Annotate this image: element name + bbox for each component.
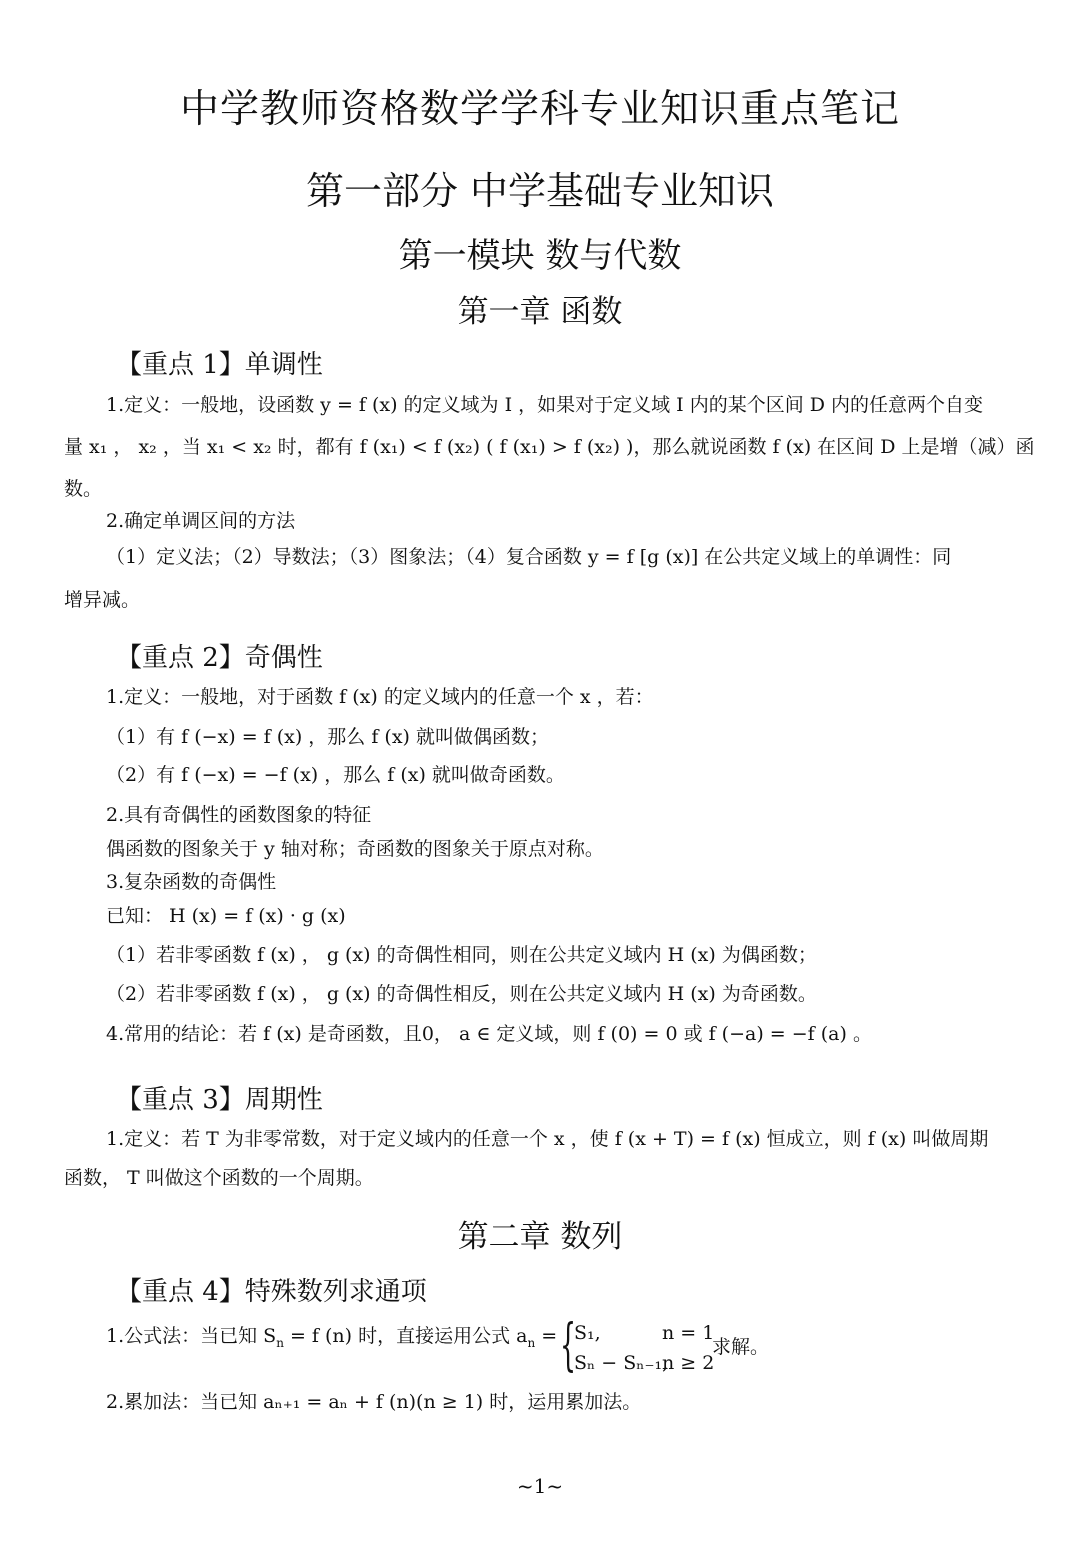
kp1-line-4: 2.确定单调区间的方法 (106, 510, 296, 532)
kp1-line-5: （1）定义法；（2）导数法；（3）图象法；（4）复合函数 y = f [g (x)] 在公共定义域上的单调性：同 (106, 546, 952, 568)
kp4-line-1-suffix: 求解。 (712, 1336, 770, 1358)
kp2-line-7: 已知： H (x) = f (x) · g (x) (106, 905, 346, 927)
case-2-condition: n ≥ 2 (662, 1352, 715, 1374)
kp2-line-3: （2）有 f (−x) = −f (x) ，那么 f (x) 就叫做奇函数。 (106, 764, 565, 786)
kp1-line-3: 数。 (64, 478, 103, 500)
kp1-line-6: 增异减。 (64, 589, 141, 611)
key-point-2-heading: 【重点 2】奇偶性 (116, 643, 323, 673)
kp2-line-6: 3.复杂函数的奇偶性 (106, 871, 277, 893)
case-1-expression: S₁, (574, 1322, 601, 1344)
kp4-line-1-prefix: 1.公式法：当已知 S (106, 1325, 277, 1347)
kp4-line-2: 2.累加法：当已知 aₙ₊₁ = aₙ + f (n)(n ≥ 1) 时，运用累加法。 (106, 1391, 642, 1413)
key-point-3-heading: 【重点 3】周期性 (116, 1085, 323, 1115)
document-title: 中学教师资格数学学科专业知识重点笔记 (179, 87, 900, 132)
page-number: ~1~ (516, 1474, 564, 1498)
subscript-n-2: n (527, 1335, 536, 1350)
part-heading: 第一部分 中学基础专业知识 (305, 169, 775, 213)
kp4-formula-line (106, 1321, 557, 1350)
kp2-line-1: 1.定义：一般地，对于函数 f (x) 的定义域内的任意一个 x ，若： (106, 686, 654, 708)
kp2-line-5: 偶函数的图象关于 y 轴对称；奇函数的图象关于原点对称。 (106, 838, 604, 860)
kp4-line-1-mid: = f (n) 时，直接运用公式 a (283, 1325, 528, 1347)
kp2-line-4: 2.具有奇偶性的函数图象的特征 (106, 804, 372, 826)
kp2-line-8: （1）若非零函数 f (x) ， g (x) 的奇偶性相同，则在公共定义域内 H (x) 为偶函数； (106, 944, 817, 966)
kp1-line-1: 1.定义：一般地，设函数 y = f (x) 的定义域为 I ，如果对于定义域 I 内的某个区间 D 内的任意两个自变 (106, 394, 984, 416)
case-1-condition: n = 1 (662, 1322, 715, 1344)
key-point-1-heading: 【重点 1】单调性 (116, 350, 323, 380)
kp3-line-2: 函数， T 叫做这个函数的一个周期。 (64, 1167, 374, 1189)
kp4-line-1-eq: = (535, 1325, 558, 1347)
kp2-line-9: （2）若非零函数 f (x) ， g (x) 的奇偶性相反，则在公共定义域内 H (x) 为奇函数。 (106, 983, 817, 1005)
chapter-heading-2: 第二章 数列 (457, 1219, 623, 1255)
chapter-heading-1: 第一章 函数 (457, 294, 623, 330)
case-2-expression: Sₙ − Sₙ₋₁, (574, 1352, 669, 1374)
kp3-line-1: 1.定义：若 T 为非零常数，对于定义域内的任意一个 x ，使 f (x + T) = f (x) 恒成立，则 f (x) 叫做周期 (106, 1128, 989, 1150)
subscript-n: n (276, 1335, 284, 1350)
kp1-line-2: 量 x₁ ， x₂ ，当 x₁ < x₂ 时，都有 f (x₁) < f (x₂) ( f (x₁) > f (x₂) )，那么就说函数 f (x) 在区间 D 上是增（减）函 (64, 436, 1035, 458)
left-brace-icon: { (560, 1313, 577, 1378)
module-heading: 第一模块 数与代数 (398, 236, 682, 276)
key-point-4-heading: 【重点 4】特殊数列求通项 (116, 1277, 427, 1307)
kp2-line-10: 4.常用的结论：若 f (x) 是奇函数，且0， a ∈ 定义域，则 f (0) = 0 或 f (−a) = −f (a) 。 (106, 1023, 872, 1045)
kp2-line-2: （1）有 f (−x) = f (x) ，那么 f (x) 就叫做偶函数； (106, 726, 550, 748)
